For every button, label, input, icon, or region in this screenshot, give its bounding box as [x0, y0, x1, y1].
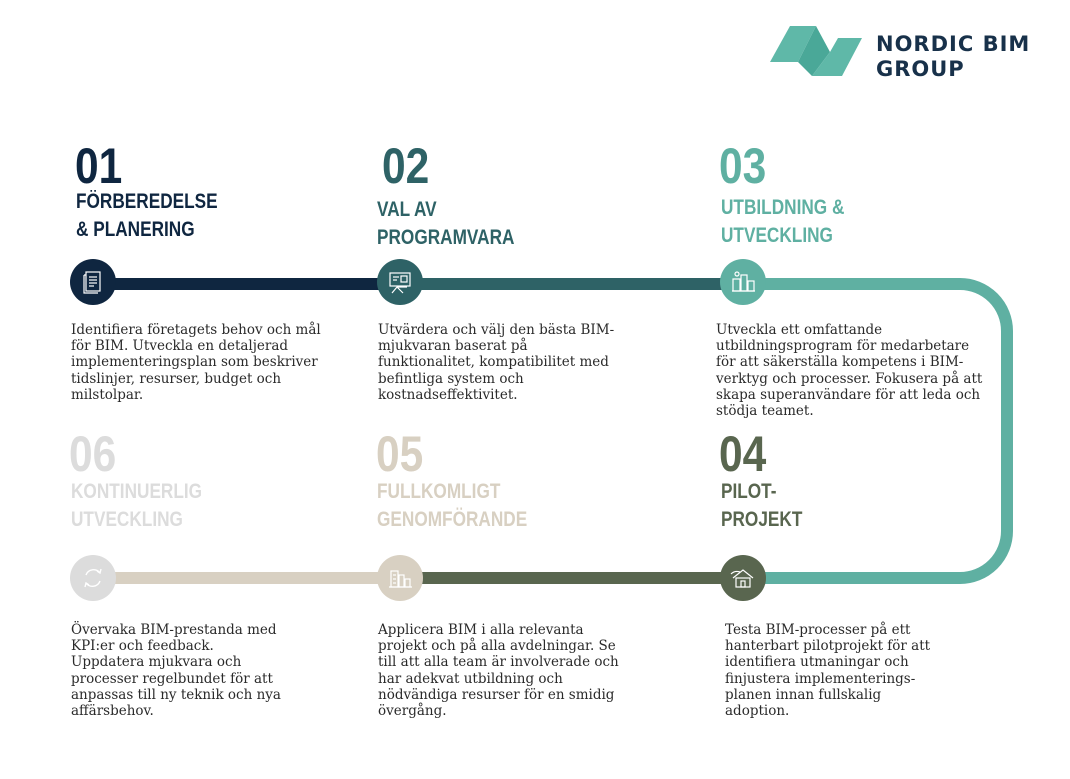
step-4-title-line2: PROJEKT [721, 508, 803, 531]
step-2-title-line2: PROGRAMVARA [377, 226, 515, 249]
step-1-icon-circle [70, 259, 116, 305]
step-3-number: 03 [719, 138, 767, 194]
step-1-title-line1: FÖRBEREDELSE [76, 190, 218, 213]
pilot-house-icon [728, 563, 758, 593]
step-6-title [71, 478, 202, 534]
brand-name-line1: NORDIC BIM [876, 32, 1031, 56]
step-5-title-line1: FULLKOMLIGT [377, 480, 501, 503]
step-2-title-line1: VAL AV [377, 198, 437, 221]
step-5-icon-circle [377, 555, 423, 601]
step-4-title [721, 478, 802, 534]
step-6-title-line2: UTVECKLING [71, 508, 183, 531]
step-2-description: Utvärdera och välj den bästa BIM-mjukvaran baserat på funktionalitet, kompatibilitet med befintliga system och kostnadseffektivitet. [378, 322, 615, 403]
city-buildings-icon [385, 563, 415, 593]
step-5-title [377, 478, 527, 534]
software-blueprint-icon [385, 267, 415, 297]
step-1-title-line2: & PLANERING [76, 218, 195, 241]
step-2-number: 02 [382, 138, 430, 194]
step-6-description: Övervaka BIM-prestanda med KPI:er och feedback. Uppdatera mjukvara och processer regelbundet för att anpassas till ny teknik och nya affärsbehov. [71, 622, 281, 720]
step-6-title-line1: KONTINUERLIG [71, 480, 203, 503]
step-2-icon-circle [377, 259, 423, 305]
step-3-title-line1: UTBILDNING & [721, 196, 845, 219]
step-3-title [721, 194, 844, 250]
step-2-title [377, 196, 514, 252]
step-5-number: 05 [376, 426, 424, 482]
step-3-title-line2: UTVECKLING [721, 224, 833, 247]
document-list-icon [78, 267, 108, 297]
step-4-description: Testa BIM-processer på ett hanterbart pilotprojekt för att identifiera utmaningar och finjustera implementerings-planen innan fullskalig adoption. [725, 622, 931, 720]
step-1-title [76, 188, 218, 244]
step-6-icon-circle [70, 555, 116, 601]
step-4-number: 04 [719, 426, 767, 482]
step-3-description: Utveckla ett omfattande utbildningsprogram för medarbetare för att säkerställa kompetens i BIM-verktyg och processer. Fokusera på att skapa superanvändare för att leda och stödja teamet. [716, 322, 983, 420]
step-1-number: 01 [75, 138, 123, 194]
training-buildings-icon [728, 267, 758, 297]
brand-name-line2: GROUP [876, 57, 965, 81]
step-1-description: Identifiera företagets behov och mål för BIM. Utveckla en detaljerad implementeringsplan som beskriver tidslinjer, resurser, budget och milstolpar. [71, 322, 321, 403]
step-5-title-line2: GENOMFÖRANDE [377, 508, 528, 531]
continuous-cycle-icon [78, 563, 108, 593]
step-5-description: Applicera BIM i alla relevanta projekt och på alla avdelningar. Se till att alla team är involverade och har adekvat utbildning och nödvändiga resurser för en smidig övergång. [378, 622, 619, 720]
step-3-icon-circle [720, 259, 766, 305]
step-4-icon-circle [720, 555, 766, 601]
step-4-title-line1: PILOT- [721, 480, 777, 503]
step-6-number: 06 [69, 426, 117, 482]
